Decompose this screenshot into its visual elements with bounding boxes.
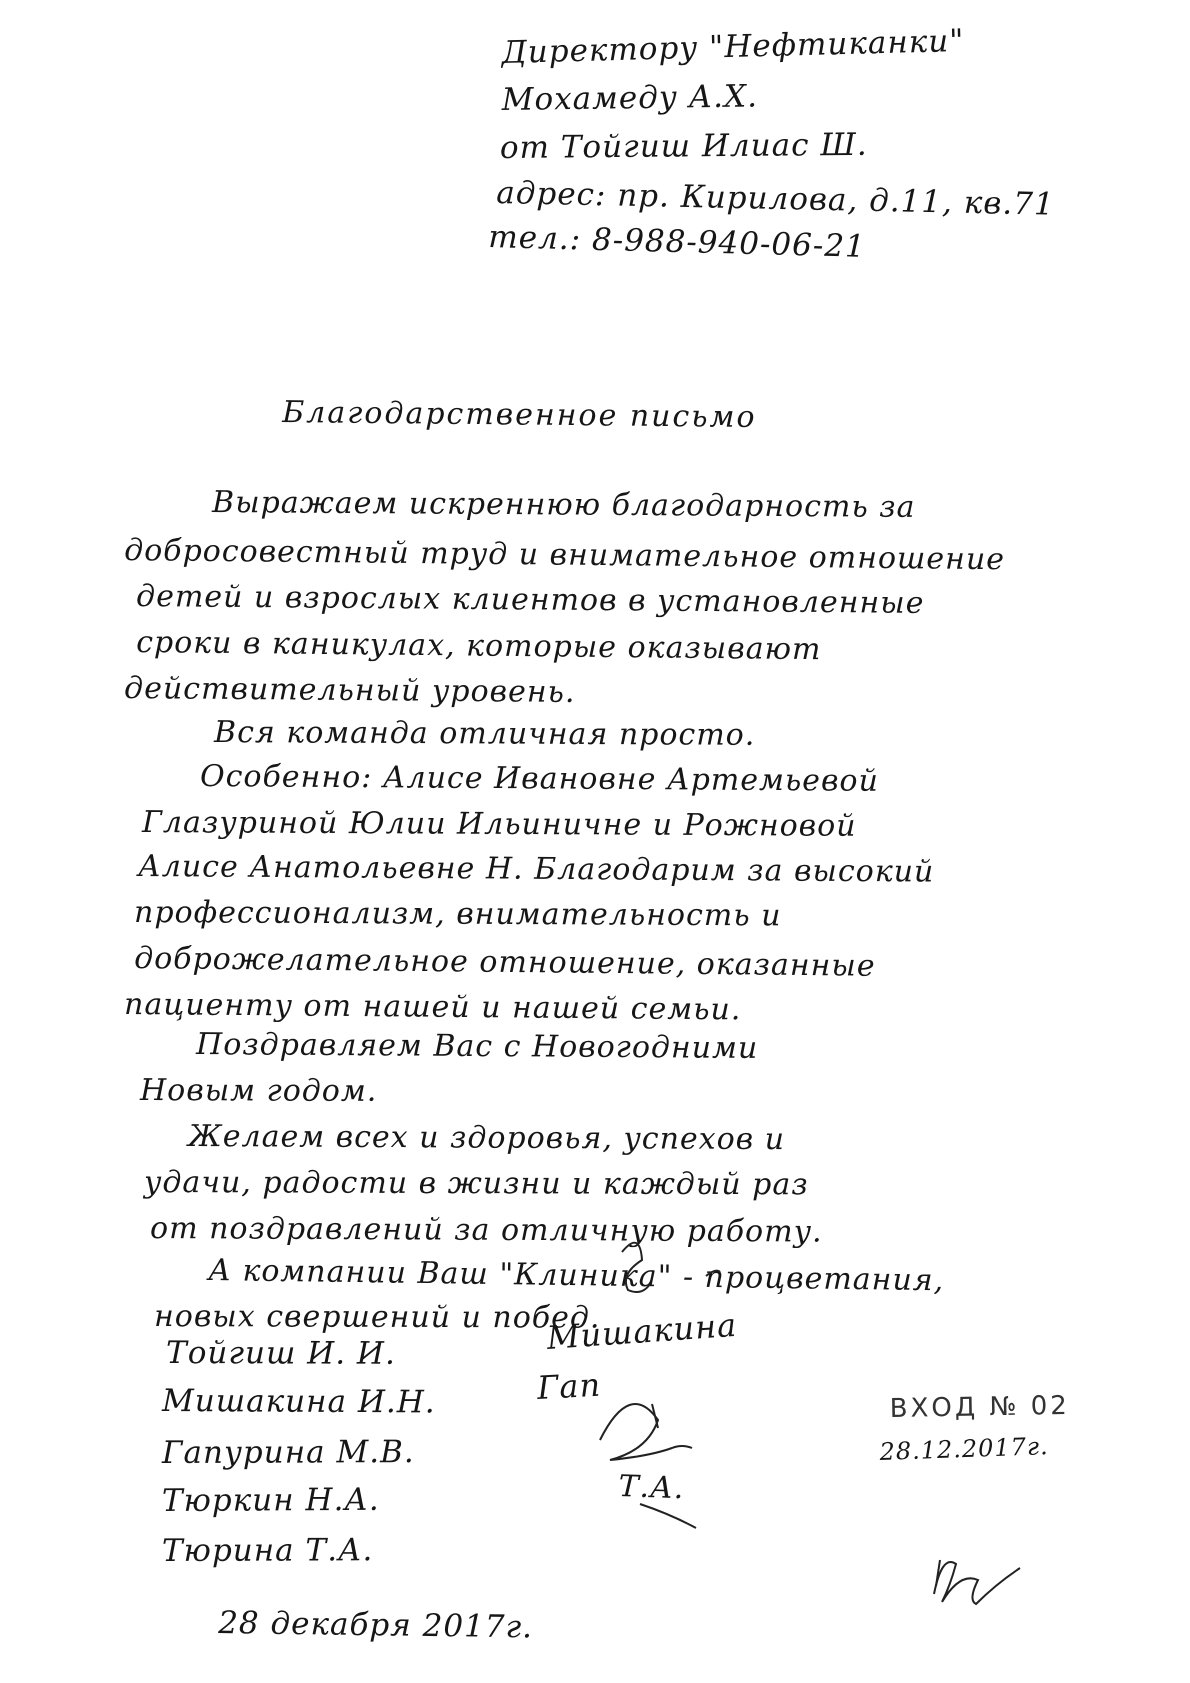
body-line: от поздравлений за отличную работу. <box>149 1211 823 1250</box>
body-line: Вся команда отличная просто. <box>213 715 756 753</box>
signatory-name: Тойгиш И. И. <box>165 1335 396 1372</box>
incoming-stamp-label: ВХОД № 02 <box>889 1390 1071 1424</box>
body-line: детей и взрослых клиентов в установленные <box>135 579 925 621</box>
body-line: Алисе Анатольевне Н. Благодарим за высокий <box>137 849 935 890</box>
body-line: новых свершений и побед. <box>153 1299 601 1336</box>
addressee-line-1: Директору "Нефтиканки" <box>501 22 965 71</box>
body-line: добросовестный труд и внимательное отношение <box>123 533 1006 578</box>
body-line: Выражаем искреннюю благодарность за <box>211 485 916 525</box>
signature-3: Т.А. <box>617 1469 685 1507</box>
body-line: Особенно: Алисе Ивановне Артемьевой <box>199 759 879 799</box>
body-line: сроки в каникулах, которые оказывают <box>135 625 822 668</box>
signatory-name: Тюркин Н.А. <box>161 1481 380 1519</box>
body-line: Желаем всех и здоровья, успехов и <box>187 1119 786 1158</box>
signature-2: Гап <box>536 1365 602 1407</box>
addressee-line-2: Мохамеду А.Х. <box>501 78 759 118</box>
body-line: А компании Ваш "Клиника" - процветания, <box>207 1253 945 1299</box>
body-line: Новым годом. <box>139 1073 378 1109</box>
incoming-stamp-date: 28.12.2017г. <box>879 1432 1050 1466</box>
signatory-name: Гапурина М.В. <box>161 1434 415 1471</box>
body-line: действительный уровень. <box>123 671 576 710</box>
body-line: Поздравляем Вас с Новогодними <box>195 1027 759 1066</box>
body-line: Глазуриной Юлии Ильиничне и Рожновой <box>141 805 857 844</box>
signature-1: Мишакина <box>545 1305 739 1357</box>
addressee-line-5: тел.: 8-988-940-06-21 <box>487 219 867 265</box>
body-line: пациенту от нашей и нашей семьи. <box>123 987 742 1028</box>
addressee-line-3: от Тойгиш Илиас Ш. <box>499 126 868 166</box>
closing-date: 28 декабря 2017г. <box>217 1605 534 1646</box>
body-line: профессионализм, внимательность и <box>133 895 782 934</box>
document-title: Благодарственное письмо <box>281 395 757 435</box>
body-line: доброжелательное отношение, оказанные <box>133 941 876 984</box>
addressee-line-4: адрес: пр. Кирилова, д.11, кв.71 <box>495 175 1056 223</box>
body-line: удачи, радости в жизни и каждый раз <box>143 1165 809 1203</box>
signatory-name: Тюрина Т.А. <box>161 1532 374 1569</box>
signatory-name: Мишакина И.Н. <box>161 1383 436 1421</box>
